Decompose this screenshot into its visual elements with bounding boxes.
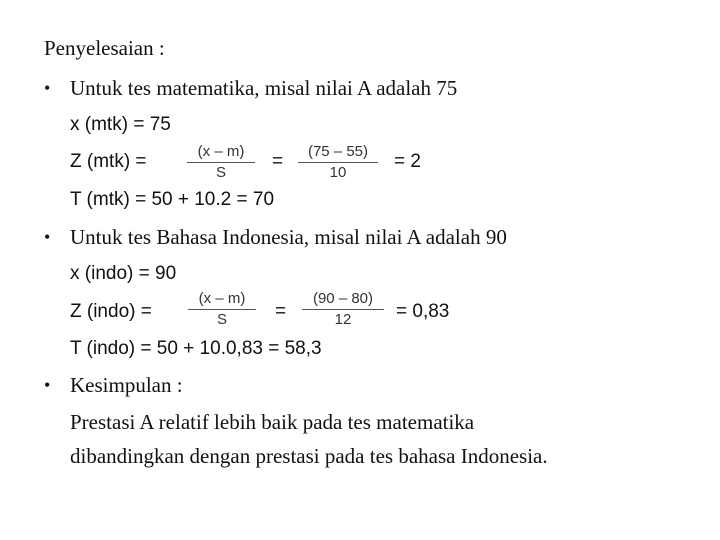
fraction-numerator: (x – m) bbox=[197, 143, 245, 160]
z-indo-value-fraction bbox=[302, 290, 384, 328]
fraction-numerator: (75 – 55) bbox=[307, 143, 369, 160]
t-indo-line: T (indo) = 50 + 10.0,83 = 58,3 bbox=[70, 338, 322, 359]
z-indo-formula-fraction bbox=[188, 290, 256, 328]
z-indo-label: Z (indo) = bbox=[70, 301, 152, 322]
bullet-marker: • bbox=[44, 78, 51, 98]
z-mtk-value-fraction bbox=[298, 143, 378, 181]
fraction-numerator: (90 – 80) bbox=[312, 290, 374, 307]
t-mtk-line: T (mtk) = 50 + 10.2 = 70 bbox=[70, 189, 275, 210]
fraction-bar bbox=[188, 309, 256, 310]
kesimpulan-line-2: dibandingkan dengan prestasi pada tes bahasa Indonesia. bbox=[70, 444, 548, 468]
z-indo-result: = 0,83 bbox=[396, 301, 450, 322]
z-indo-equals: = bbox=[275, 301, 287, 322]
x-mtk-line: x (mtk) = 75 bbox=[70, 114, 171, 135]
fraction-bar bbox=[298, 162, 378, 163]
fraction-denominator: S bbox=[215, 164, 226, 181]
fraction-denominator: S bbox=[216, 311, 227, 328]
fraction-bar bbox=[187, 162, 255, 163]
bullet-matematika: Untuk tes matematika, misal nilai A adalah 75 bbox=[70, 76, 458, 100]
heading: Penyelesaian : bbox=[44, 36, 165, 60]
bullet-marker: • bbox=[44, 375, 51, 395]
kesimpulan-line-1: Prestasi A relatif lebih baik pada tes matematika bbox=[70, 410, 475, 434]
bullet-kesimpulan: Kesimpulan : bbox=[70, 373, 183, 397]
z-mtk-formula-fraction bbox=[187, 143, 255, 181]
z-mtk-label: Z (mtk) = bbox=[70, 151, 147, 172]
fraction-denominator: 12 bbox=[334, 311, 352, 328]
x-indo-line: x (indo) = 90 bbox=[70, 263, 177, 284]
z-mtk-equals: = bbox=[272, 151, 284, 172]
bullet-indonesia: Untuk tes Bahasa Indonesia, misal nilai A adalah 90 bbox=[70, 225, 507, 249]
bullet-marker: • bbox=[44, 227, 51, 247]
fraction-bar bbox=[302, 309, 384, 310]
fraction-numerator: (x – m) bbox=[198, 290, 246, 307]
z-mtk-result: = 2 bbox=[394, 151, 421, 172]
fraction-denominator: 10 bbox=[329, 164, 347, 181]
